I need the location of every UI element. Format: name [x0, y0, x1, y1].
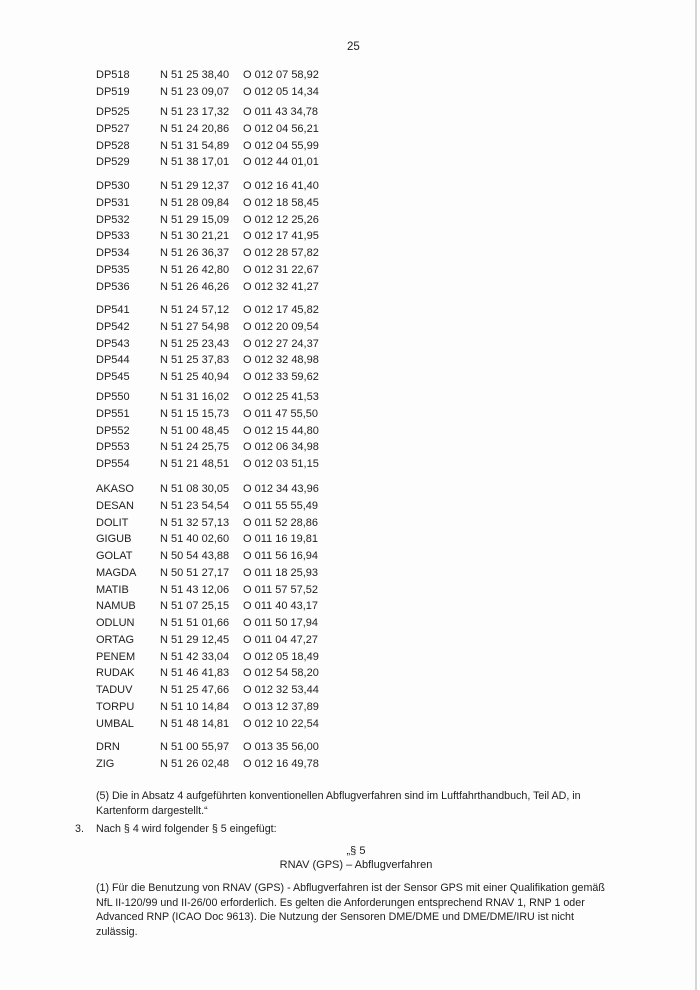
waypoint-id: ODLUN: [96, 617, 135, 629]
latitude: N 51 42 33,04: [160, 650, 230, 663]
longitude: O 011 56 16,94: [243, 550, 319, 562]
longitude: O 013 12 37,89: [243, 700, 319, 713]
latitude: N 51 26 42,80: [160, 263, 230, 276]
waypoint-id: AKASO: [96, 483, 134, 495]
longitude: O 012 06 34,98: [243, 441, 319, 454]
waypoint-id: DP532: [96, 213, 130, 226]
waypoint-id: GIGUB: [96, 533, 132, 546]
paragraph-5: (5) Die in Absatz 4 aufgeführten konventionellen Abflugverfahren sind im Luftfahrthandbuch, Teil AD, in Kartenform dargestellt.“: [96, 790, 581, 817]
latitude: N 51 25 38,40: [160, 69, 230, 81]
latitude: N 51 24 57,12: [160, 304, 230, 316]
waypoint-id: DP554: [96, 458, 130, 470]
latitude: N 51 23 17,32: [160, 106, 230, 118]
longitude: O 012 31 22,67: [243, 263, 319, 276]
latitude: N 51 40 02,60: [160, 533, 230, 546]
waypoint-id: DP541: [96, 304, 130, 316]
waypoint-id: DP544: [96, 354, 130, 367]
longitude: O 011 18 25,93: [243, 566, 319, 579]
longitude: O 012 32 53,44: [243, 684, 319, 696]
latitude: N 51 51 01,66: [160, 617, 230, 629]
latitude: N 51 26 46,26: [160, 280, 230, 293]
waypoint-id: DP552: [96, 424, 130, 437]
latitude: N 51 30 21,21: [160, 230, 230, 243]
waypoint-id: DP550: [96, 391, 130, 403]
waypoint-id: RUDAK: [96, 667, 135, 680]
waypoint-id: DP525: [96, 106, 130, 118]
waypoint-id: DP518: [96, 69, 130, 81]
waypoint-id: DP536: [96, 280, 130, 293]
list-item-text: Nach § 4 wird folgender § 5 eingefügt:: [96, 823, 277, 835]
longitude: O 012 20 09,54: [243, 320, 319, 333]
latitude: N 51 24 20,86: [160, 122, 230, 135]
latitude: N 51 48 14,81: [160, 717, 230, 730]
longitude: O 011 50 17,94: [243, 617, 319, 629]
latitude: N 51 23 09,07: [160, 85, 230, 98]
latitude: N 51 15 15,73: [160, 407, 230, 420]
section-paragraph-1: (1) Für die Benutzung von RNAV (GPS) - Abflugverfahren ist der Sensor GPS mit einer Qualifikation gemäß NfL II-120/99 und II-26/00 erforderlich. Es gelten die Anforderungen entsprechend RNAV 1, RNP 1 oder Advanced RNP (ICAO Doc 9613). Die Nutzung der Sensoren DME/DME und DME/DME/IRU ist nicht zulässig.: [96, 882, 605, 938]
waypoint-id: DP553: [96, 441, 130, 454]
waypoint-id: DP533: [96, 230, 130, 243]
longitude: O 012 03 51,15: [243, 458, 319, 470]
waypoint-id: GOLAT: [96, 550, 133, 562]
latitude: N 51 25 40,94: [160, 371, 230, 383]
longitude: O 012 27 24,37: [243, 337, 319, 350]
latitude: N 51 23 54,54: [160, 499, 230, 512]
waypoint-id: DP527: [96, 122, 130, 135]
latitude: N 51 29 12,45: [160, 633, 230, 646]
longitude: O 011 04 47,27: [243, 633, 319, 646]
latitude: N 51 28 09,84: [160, 196, 230, 209]
latitude: N 50 54 43,88: [160, 550, 230, 562]
waypoint-id: UMBAL: [96, 717, 134, 730]
longitude: O 012 15 44,80: [243, 424, 319, 437]
longitude: O 011 55 55,49: [243, 499, 319, 512]
waypoint-id: DP534: [96, 247, 130, 259]
waypoint-id: DRN: [96, 741, 120, 753]
waypoint-id: ZIG: [96, 757, 115, 770]
page-number: 25: [347, 41, 360, 53]
waypoint-id: DP535: [96, 263, 130, 276]
latitude: N 51 43 12,06: [160, 583, 230, 596]
longitude: O 012 05 14,34: [243, 85, 319, 98]
waypoint-id: ORTAG: [96, 633, 135, 646]
latitude: N 51 38 17,01: [160, 156, 230, 169]
waypoint-id: DOLIT: [96, 516, 129, 529]
longitude: O 012 10 22,54: [243, 717, 319, 730]
waypoint-id: TORPU: [96, 700, 135, 713]
waypoint-id: MAGDA: [96, 566, 137, 579]
latitude: N 51 10 14,84: [160, 700, 230, 713]
section-heading: „§ 5: [346, 845, 366, 857]
waypoint-id: DP530: [96, 180, 130, 192]
longitude: O 012 28 57,82: [243, 247, 319, 259]
waypoint-id: DP529: [96, 156, 130, 169]
longitude: O 012 32 48,98: [243, 354, 319, 367]
latitude: N 51 25 47,66: [160, 684, 230, 696]
latitude: N 51 26 36,37: [160, 247, 230, 259]
longitude: O 012 32 41,27: [243, 280, 319, 293]
latitude: N 51 31 54,89: [160, 139, 230, 152]
section-title: RNAV (GPS) – Abflugverfahren: [279, 859, 433, 871]
longitude: O 011 40 43,17: [243, 600, 319, 613]
waypoint-id: DP545: [96, 371, 130, 383]
page-edge: [695, 0, 697, 990]
waypoint-id: DP531: [96, 196, 130, 209]
longitude: O 012 07 58,92: [243, 69, 319, 81]
longitude: O 012 05 18,49: [243, 650, 319, 663]
longitude: O 011 57 57,52: [243, 583, 319, 596]
waypoint-id: DP543: [96, 337, 130, 350]
waypoint-id: DP551: [96, 407, 130, 420]
longitude: O 012 33 59,62: [243, 371, 319, 383]
latitude: N 51 27 54,98: [160, 320, 230, 333]
waypoint-id: DESAN: [96, 499, 134, 512]
longitude: O 012 25 41,53: [243, 391, 319, 403]
longitude: O 012 18 58,45: [243, 196, 319, 209]
waypoint-id: NAMUB: [96, 600, 136, 613]
waypoint-id: PENEM: [96, 650, 136, 663]
latitude: N 51 32 57,13: [160, 516, 230, 529]
longitude: O 012 17 41,95: [243, 230, 319, 243]
list-item-3: [75, 823, 277, 835]
latitude: N 51 46 41,83: [160, 667, 230, 680]
longitude: O 012 12 25,26: [243, 213, 319, 226]
longitude: O 011 47 55,50: [243, 407, 319, 420]
longitude: O 011 43 34,78: [243, 106, 319, 118]
latitude: N 51 31 16,02: [160, 391, 230, 403]
latitude: N 51 25 37,83: [160, 354, 230, 367]
latitude: N 51 21 48,51: [160, 458, 230, 470]
waypoint-id: TADUV: [96, 684, 133, 696]
longitude: O 011 16 19,81: [243, 533, 319, 546]
waypoint-id: DP528: [96, 139, 130, 152]
longitude: O 012 04 55,99: [243, 139, 319, 152]
latitude: N 51 29 15,09: [160, 213, 230, 226]
longitude: O 011 52 28,86: [243, 516, 319, 529]
longitude: O 012 17 45,82: [243, 304, 319, 316]
longitude: O 013 35 56,00: [243, 741, 319, 753]
latitude: N 51 29 12,37: [160, 180, 230, 192]
latitude: N 51 00 55,97: [160, 741, 230, 753]
latitude: N 51 26 02,48: [160, 757, 230, 770]
latitude: N 50 51 27,17: [160, 566, 230, 579]
longitude: O 012 16 49,78: [243, 757, 319, 770]
longitude: O 012 16 41,40: [243, 180, 319, 192]
longitude: O 012 54 58,20: [243, 667, 319, 680]
latitude: N 51 24 25,75: [160, 441, 230, 454]
latitude: N 51 00 48,45: [160, 424, 230, 437]
list-item-number: 3.: [75, 823, 84, 835]
longitude: O 012 34 43,96: [243, 483, 319, 495]
latitude: N 51 07 25,15: [160, 600, 230, 613]
waypoint-id: DP542: [96, 320, 130, 333]
latitude: N 51 25 23,43: [160, 337, 230, 350]
waypoint-id: MATIB: [96, 583, 129, 596]
longitude: O 012 44 01,01: [243, 156, 319, 169]
waypoint-id: DP519: [96, 85, 130, 98]
latitude: N 51 08 30,05: [160, 483, 230, 495]
longitude: O 012 04 56,21: [243, 122, 319, 135]
